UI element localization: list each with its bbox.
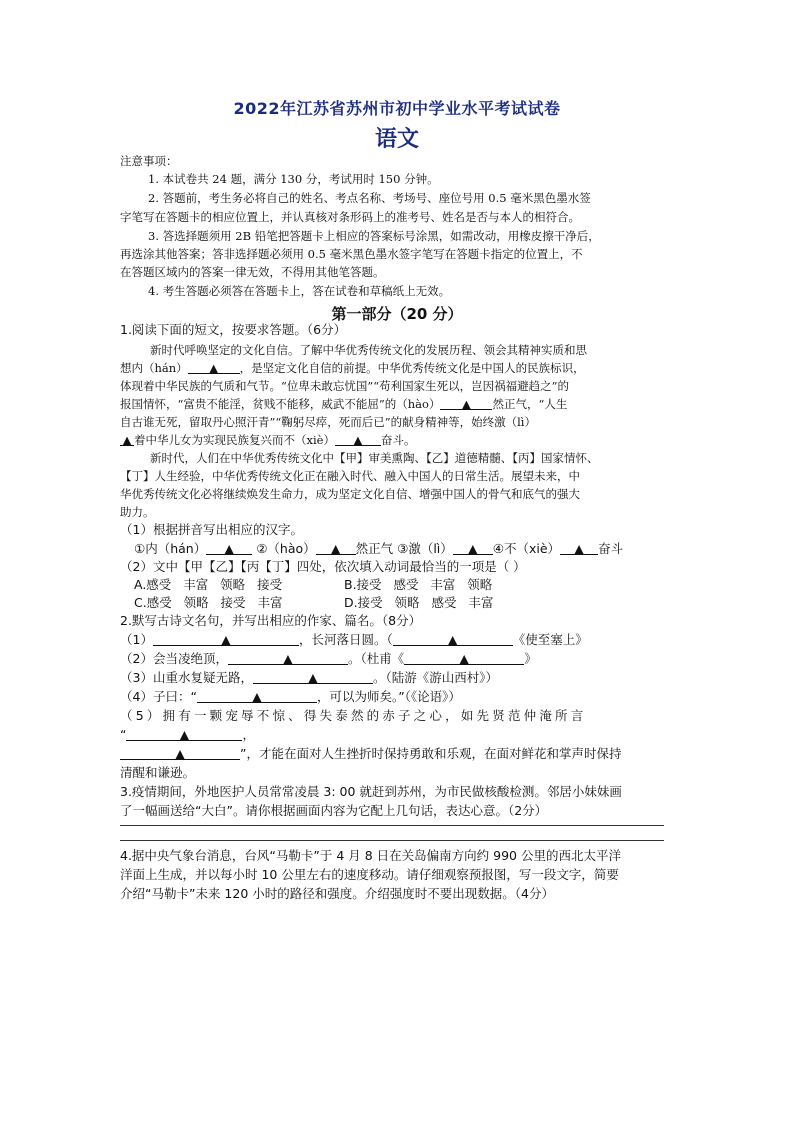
passage-line: 助力。: [120, 505, 155, 519]
q2-line-5a: （5）拥有一颗宠辱不惊、得失泰然的赤子之心，如先贤范仲淹所言: [120, 708, 587, 723]
answer-blank[interactable]: ▲: [316, 541, 356, 555]
subject-title: 语文: [374, 127, 419, 152]
q2-line-5c: ▲ ”，才能在面对人生挫折时保持勇敢和乐观，在面对鲜花和掌声时保持: [120, 746, 680, 762]
option-b[interactable]: B.接受 感受 丰富 领略: [344, 577, 493, 592]
q2-line-3: （3）山重水复疑无路， ▲ 。（陆游《游山西村》）: [120, 670, 498, 685]
note-line: 1. 本试卷共 24 题，满分 130 分，考试用时 150 分钟。: [148, 172, 439, 186]
option-d[interactable]: D.接受 领略 感受 丰富: [344, 595, 494, 610]
answer-blank[interactable]: ▲: [153, 632, 299, 646]
q1-stem: 1.阅读下面的短文，按要求答题。（6分）: [120, 322, 347, 337]
q2-line-1: （1） ▲ ，长河落日圆。（ ▲ 《使至塞上》: [120, 632, 588, 647]
part-one-heading: 第一部分（20 分）: [331, 305, 463, 323]
passage-line: 想内（hán） ▲ ，是坚定文化自信的前提。中华优秀传统文化是中国人的民族标识，: [120, 361, 585, 375]
option-a[interactable]: A.感受 丰富 领略 接受: [134, 577, 283, 592]
exam-title: 2022年江苏省苏州市初中学业水平考试试卷: [233, 99, 561, 118]
answer-blank[interactable]: ▲: [188, 360, 240, 374]
passage-line: 报国情怀，“富贵不能淫，贫贱不能移，威武不能屈”的（hào） ▲ 然正气，“人生: [120, 397, 568, 411]
note-line: 3. 答选择题须用 2B 铅笔把答题卡上相应的答案标号涂黑，如需改动，用橡皮擦干净后，: [148, 229, 600, 243]
option-c[interactable]: C.感受 领略 接受 丰富: [134, 595, 283, 610]
passage-line: 【丁】人生经验，中华优秀传统文化正在融入时代、融入中国人的日常生活。展望未来，中: [120, 469, 580, 483]
answer-blank[interactable]: ▲: [120, 432, 134, 446]
passage-line: 新时代呼唤坚定的文化自信。了解中华优秀传统文化的发展历程、领会其精神实质和思: [150, 343, 587, 357]
passage-line: 体现着中华民族的气质和气节。“位卑未敢忘忧国”“苟利国家生死以，岂因祸福避趋之”的: [120, 379, 570, 393]
q2-line-4: （4）子曰：“ ▲ ，可以为师矣。”（《论语》）: [120, 689, 461, 704]
note-line: 在答题区域内的答案一律无效，不得用其他笔答题。: [120, 265, 385, 279]
passage-line: 自古谁无死，留取丹心照汗青”“鞠躬尽瘁，死而后已”的献身精神等，始终激（lì）: [120, 415, 536, 429]
q2-line-5d: 清醒和谦逊。: [120, 765, 196, 780]
notes-heading: 注意事项：: [120, 154, 178, 168]
answer-blank[interactable]: ▲: [453, 541, 493, 555]
q4-line: 洋面上生成，并以每小时 10 公里左右的速度移动。请仔细观察预报图，写一段文字，简要: [120, 867, 619, 882]
q2-stem: 2.默写古诗文名句，并写出相应的作家、篇名。（8分）: [120, 613, 422, 628]
note-line: 4. 考生答题必须答在答题卡上，答在试卷和草稿纸上无效。: [148, 284, 451, 298]
answer-blank[interactable]: ▲: [440, 396, 492, 410]
answer-blank[interactable]: ▲: [404, 651, 524, 665]
q1-sub1-stem: （1）根据拼音写出相应的汉字。: [120, 522, 303, 537]
q4-line: 介绍“马勒卡”未来 120 小时的路径和强度。介绍强度时不要出现数据。（4分）: [120, 886, 554, 901]
q1-sub2-stem: （2）文中【甲【乙】【丙【丁】四处，依次填入动词最恰当的一项是（ ）: [120, 559, 526, 574]
passage-line: ▲ 着中华儿女为实现民族复兴而不（xiè） ▲ 奋斗。: [120, 432, 680, 448]
answer-line[interactable]: [120, 840, 664, 841]
answer-blank[interactable]: ▲: [253, 670, 373, 684]
answer-blank[interactable]: ▲: [393, 632, 513, 646]
answer-blank[interactable]: ▲: [560, 541, 598, 555]
note-line: 2. 答题前，考生务必将自己的姓名、考点名称、考场号、座位号用 0.5 毫米黑色墨水签: [148, 191, 591, 205]
answer-blank[interactable]: ▲: [197, 689, 317, 703]
q4-line: 4.据中央气象台消息，台风“马勒卡”于 4 月 8 日在关岛偏南方向约 990 公里的西北太平洋: [120, 848, 621, 863]
passage-line: 华优秀传统文化必将继续焕发生命力，成为坚定文化自信、增强中国人的骨气和底气的强大: [120, 487, 580, 501]
q3-line: 了一幅画送给“大白”。请你根据画面内容为它配上几句话，表达心意。（2分）: [120, 803, 548, 818]
answer-blank[interactable]: ▲: [228, 651, 348, 665]
q1-sub1-blanks: ①内（hán） ▲ ②（hào） ▲ 然正气 ③激（lì） ▲ ④不（xiè） ▲ 奋斗: [134, 541, 624, 556]
note-line: 字笔写在答题卡的相应位置上，并认真核对条形码上的准考号、姓名是否与本人的相符合。: [120, 210, 580, 224]
answer-blank[interactable]: ▲: [120, 746, 240, 760]
answer-blank[interactable]: ▲: [126, 727, 242, 741]
passage-line: 新时代，人们在中华优秀传统文化中【甲】审美熏陶、【乙】道德精髓、【丙】国家情怀、: [150, 451, 599, 465]
answer-blank[interactable]: ▲: [206, 541, 252, 555]
answer-blank[interactable]: ▲: [335, 432, 381, 446]
q2-line-5b: “ ▲ ，: [120, 727, 255, 742]
q2-line-2: （2）会当凌绝顶， ▲ 。（杜甫《 ▲ 》: [120, 651, 537, 666]
q3-line: 3.疫情期间，外地医护人员常常凌晨 3: 00 就赶到苏州，为市民做核酸检测。邻居小妹妹画: [120, 784, 622, 799]
note-line: 再选涂其他答案；答非选择题必须用 0.5 毫米黑色墨水签字笔写在答题卡指定的位置上，不: [120, 247, 583, 261]
answer-line[interactable]: [120, 825, 664, 826]
